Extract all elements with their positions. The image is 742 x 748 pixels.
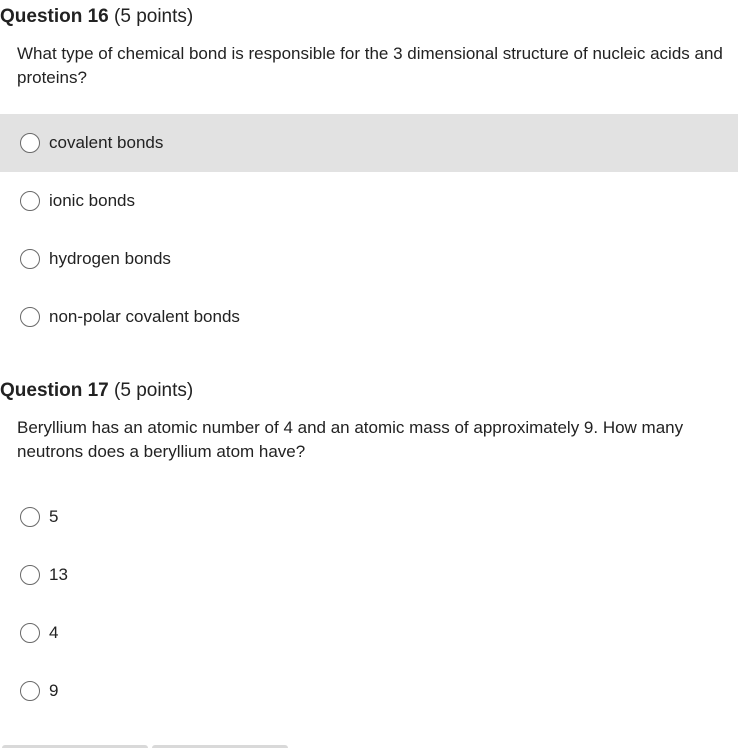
option-label: 5 [49,507,59,526]
question-text: What type of chemical bond is responsible for the 3 dimensional structure of nucleic acids and proteins? [17,44,723,87]
option-13[interactable] [0,546,742,604]
question-header [0,374,742,408]
radio-button[interactable] [20,307,40,327]
question-points: (5 points) [114,380,194,401]
radio-button[interactable] [20,681,40,701]
radio-button[interactable] [20,133,40,153]
option-label: non-polar covalent bonds [49,307,240,326]
question-number: Question 16 [0,6,109,27]
option-label: 4 [49,623,59,642]
option-label: ionic bonds [49,191,136,210]
option-9[interactable] [0,662,742,720]
option-non-polar-covalent-bonds[interactable] [0,288,742,346]
option-label: covalent bonds [49,133,164,152]
radio-button[interactable] [20,565,40,585]
option-covalent-bonds[interactable] [0,114,738,172]
radio-button[interactable] [20,191,40,211]
radio-button[interactable] [20,507,40,527]
radio-button[interactable] [20,249,40,269]
radio-button[interactable] [20,623,40,643]
option-hydrogen-bonds[interactable] [0,230,742,288]
option-label: 9 [49,681,59,700]
option-label: 13 [49,565,68,584]
question-16 [0,0,742,346]
option-label: hydrogen bonds [49,249,171,268]
option-4[interactable] [0,604,742,662]
question-points: (5 points) [114,6,194,27]
question-number: Question 17 [0,380,109,401]
question-text: Beryllium has an atomic number of 4 and an atomic mass of approximately 9. How many neutrons does a beryllium atom have? [17,418,684,461]
question-17 [0,374,742,720]
question-header [0,0,742,34]
option-5[interactable] [0,488,742,546]
answer-options [0,114,742,346]
answer-options [0,488,742,720]
option-ionic-bonds[interactable] [0,172,742,230]
